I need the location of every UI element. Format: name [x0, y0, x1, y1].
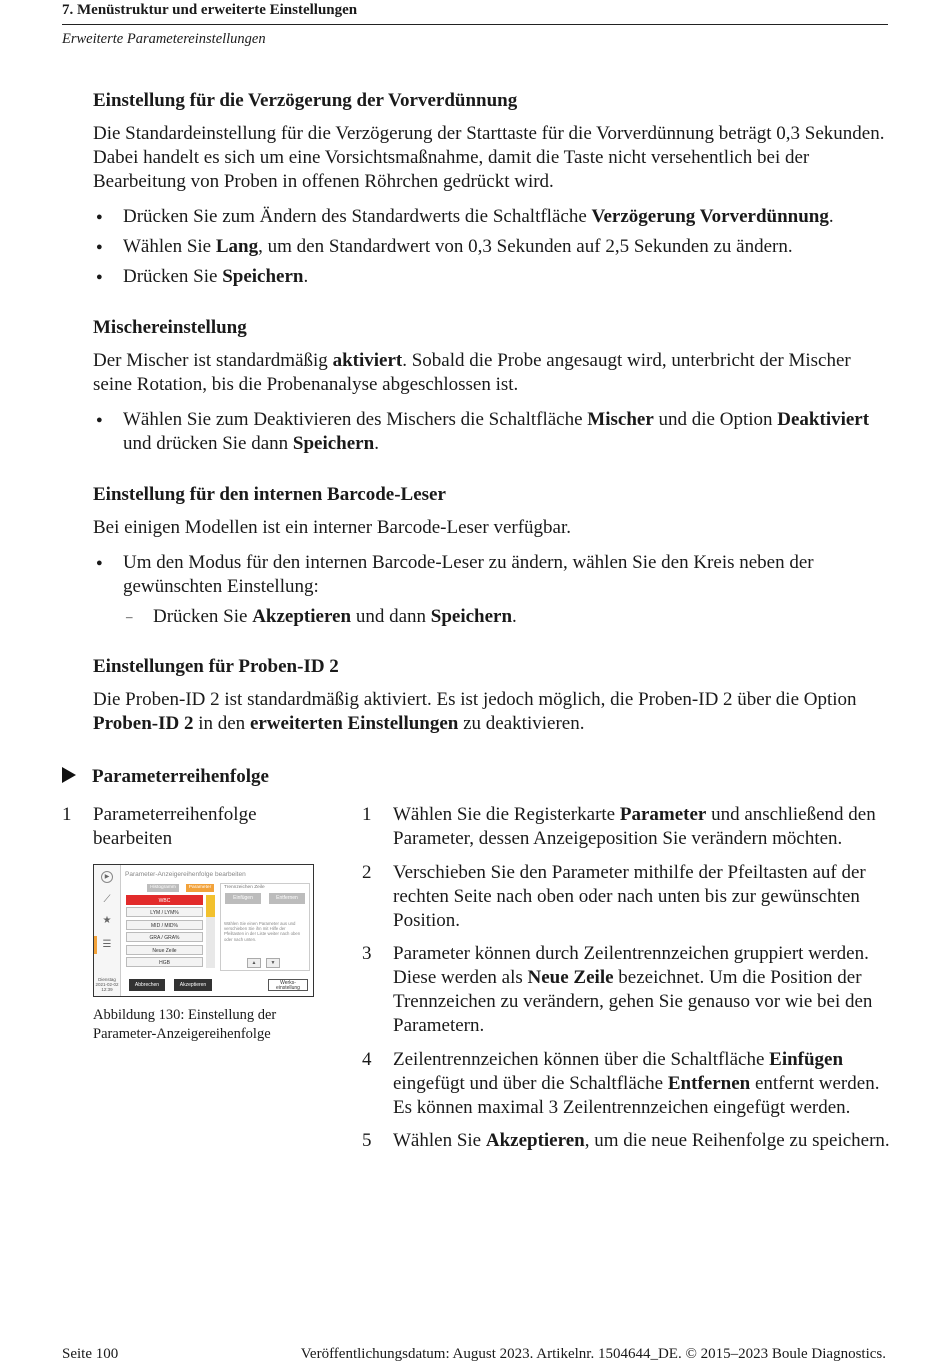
- step-number: 1: [62, 804, 72, 825]
- arrow-down-icon[interactable]: ▼: [266, 958, 280, 968]
- page-number: Seite 100: [62, 1346, 119, 1362]
- procedure-steps: [362, 803, 892, 1163]
- bullet-list-mixer: [93, 408, 893, 456]
- step-item: 4 Zeilentrennzeichen können über die Schaltfläche Einfügen eingefügt und über die Schaltfläche Entfernen entfernt werden. Es können maximal 3 Zeilentrennzeichen eingefügt werden.: [362, 1048, 880, 1118]
- paragraph-mixer: Der Mischer ist standardmäßig aktiviert. Sobald die Probe angesaugt wird, unterbricht der Mischer seine Rotation, bis die Probenanalyse abgeschlossen ist.: [93, 350, 851, 395]
- sub-list-item: – Drücken Sie Akzeptieren und dann Speichern.: [93, 605, 893, 629]
- parameter-item-wbc[interactable]: WBC: [126, 895, 203, 905]
- separator-panel: [220, 883, 310, 971]
- screenshot-date: Dienstag 2021-02-02 12:39: [95, 977, 119, 992]
- heading-barcode: Einstellung für den internen Barcode-Leser: [93, 484, 446, 505]
- step-item: 1 Wählen Sie die Registerkarte Parameter und anschließend den Parameter, dessen Anzeigeposition Sie verändern möchten.: [362, 804, 876, 849]
- step-item: 3 Parameter können durch Zeilentrennzeichen gruppiert werden. Diese werden als Neue Zeile bezeichnet. Um die Position der Trennzeichen zu verändern, gehen Sie genauso vor wie bei den Parametern.: [362, 943, 873, 1036]
- paragraph-barcode: Bei einigen Modellen ist ein interner Barcode-Leser verfügbar.: [93, 517, 571, 538]
- screenshot-title: Parameter-Anzeigereihenfolge bearbeiten: [125, 871, 246, 878]
- list-item: ● Drücken Sie zum Ändern des Standardwerts die Schaltfläche Verzögerung Vorverdünnung.: [93, 205, 893, 229]
- header-rule: [62, 24, 888, 25]
- step-label: Parameterreihenfolge bearbeiten: [93, 804, 257, 849]
- heading-mixer: Mischereinstellung: [93, 317, 247, 338]
- heading-delay: Einstellung für die Verzögerung der Vorverdünnung: [93, 90, 518, 111]
- procedure-title: Parameterreihenfolge: [62, 766, 269, 788]
- triangle-bullet-icon: [62, 767, 76, 783]
- figure-screenshot: [93, 864, 314, 997]
- menu-icon: ☰: [102, 939, 112, 950]
- insert-button[interactable]: Einfügen: [225, 893, 261, 904]
- tab-parameter[interactable]: Parameter: [186, 884, 214, 892]
- step-item: 2 Verschieben Sie den Parameter mithilfe der Pfeiltasten auf der rechten Seite nach oben oder nach unten bis zur gewünschten Position.: [362, 861, 866, 931]
- chart-icon: ⟋: [103, 894, 111, 905]
- arrow-up-icon[interactable]: ▲: [247, 958, 261, 968]
- list-item: ● Wählen Sie zum Deaktivieren des Mischers die Schaltfläche Mischer und die Option Deaktiviert und drücken Sie dann Speichern.: [93, 408, 893, 456]
- chapter-title: 7. Menüstruktur und erweiterte Einstellungen: [62, 2, 358, 18]
- tab-histogram[interactable]: Histogramm: [147, 884, 179, 892]
- parameter-item-mid[interactable]: MID / MID%: [126, 920, 203, 930]
- section-delay: [93, 89, 893, 289]
- cancel-button[interactable]: Abbrechen: [129, 979, 165, 991]
- heading-sample-id: Einstellungen für Proben-ID 2: [93, 656, 339, 677]
- parameter-list: [126, 895, 203, 969]
- parameter-item-gra[interactable]: GRA / GRA%: [126, 932, 203, 942]
- parameter-item-lym[interactable]: LYM / LYM%: [126, 907, 203, 917]
- list-item: ● Um den Modus für den internen Barcode-Leser zu ändern, wählen Sie den Kreis neben der gewünschten Einstellung:: [93, 551, 893, 599]
- menu-selected-marker: [94, 936, 97, 954]
- step-item: 5 Wählen Sie Akzeptieren, um die neue Reihenfolge zu speichern.: [362, 1130, 890, 1151]
- parameter-scrollbar[interactable]: [206, 895, 215, 968]
- screenshot-sidebar: [94, 865, 121, 996]
- figure-caption: Abbildung 130: Einstellung der Parameter-Anzeigereihenfolge: [93, 1007, 277, 1042]
- parameter-item-new-line[interactable]: Neue Zeile: [126, 945, 203, 955]
- list-item: ● Drücken Sie Speichern.: [93, 265, 893, 289]
- separator-hint: Wählen Sie einen Parameter aus und verschieben Sie ihn mit Hilfe der Pfeiltasten in der Liste weiter nach oben oder nach unten.: [224, 921, 301, 942]
- accept-button[interactable]: Akzeptieren: [174, 979, 212, 991]
- section-sample-id: [93, 655, 893, 736]
- section-barcode: [93, 483, 893, 629]
- parameter-item-hgb[interactable]: HGB: [126, 957, 203, 967]
- star-icon: ★: [102, 915, 112, 926]
- paragraph-delay: Die Standardeinstellung für die Verzögerung der Starttaste für die Vorverdünnung beträgt 0,3 Sekunden. Dabei handelt es sich um eine Vorsichtsmaßnahme, damit die Taste nicht versehentlich bei der Bearbeitung von Proben in offenen Röhrchen gedrückt wird.: [93, 123, 885, 192]
- list-item: ● Wählen Sie Lang, um den Standardwert von 0,3 Sekunden auf 2,5 Sekunden zu ändern.: [93, 235, 893, 259]
- section-mixer: [93, 316, 893, 456]
- bullet-list-delay: [93, 205, 893, 289]
- play-icon: ▶: [101, 871, 113, 883]
- remove-button[interactable]: Entfernen: [269, 893, 305, 904]
- bullet-list-barcode: [93, 551, 893, 599]
- scrollbar-thumb[interactable]: [206, 895, 215, 917]
- separator-label: Trennzeichen Zeile: [224, 885, 265, 890]
- paragraph-sample-id: Die Proben-ID 2 ist standardmäßig aktiviert. Es ist jedoch möglich, die Proben-ID 2 über die Option Proben-ID 2 in den erweiterten Einstellungen zu deaktivieren.: [93, 689, 857, 734]
- section-subtitle: Erweiterte Parametereinstellungen: [62, 31, 266, 47]
- publication-info: Veröffentlichungsdatum: August 2023. Artikelnr. 1504644_DE. © 2015–2023 Boule Diagnostics.: [300, 1346, 886, 1362]
- factory-settings-button[interactable]: Werks-einstellung: [268, 979, 308, 991]
